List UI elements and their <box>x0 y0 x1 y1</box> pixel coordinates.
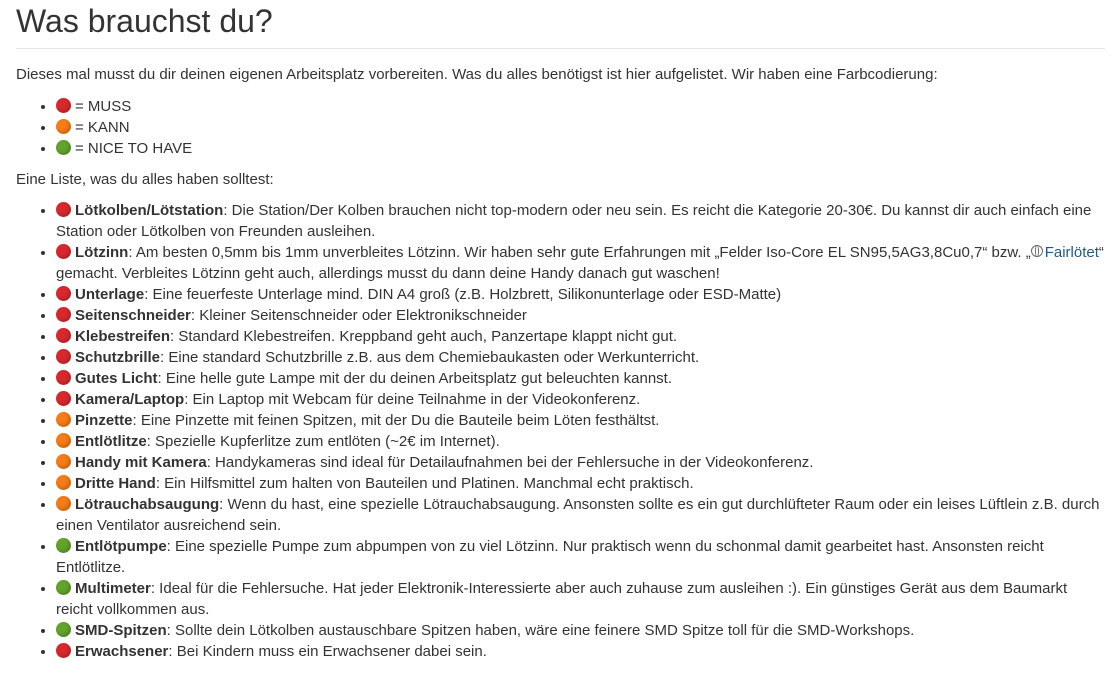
page-title: Was brauchst du? <box>16 0 1105 49</box>
green-circle-icon <box>56 580 71 595</box>
green-circle-icon <box>56 538 71 553</box>
orange-circle-icon <box>56 454 71 469</box>
red-circle-icon <box>56 643 71 658</box>
item-name: Klebestreifen <box>75 328 171 345</box>
item-name: Schutzbrille <box>75 349 161 366</box>
list-item <box>56 200 1105 242</box>
orange-circle-icon <box>56 433 71 448</box>
item-description: : Ein Hilfsmittel zum halten von Bauteilen und Platinen. Manchmal echt praktisch. <box>155 475 694 492</box>
item-description: : Sollte dein Lötkolben austauschbare Spitzen haben, wäre eine feinere SMD Spitze toll für die SMD-Workshops. <box>166 622 915 639</box>
item-description: : Ideal für die Fehlersuche. Hat jeder Elektronik-Interessierte aber auch zuhause zum ausleihen :). Ein günstiges Gerät aus dem Baumarkt reicht vollkommen aus. <box>56 580 1068 618</box>
list-item <box>56 284 1105 305</box>
list-item <box>56 368 1105 389</box>
item-description: : Kleiner Seitenschneider oder Elektronikschneider <box>190 307 527 324</box>
item-name: SMD-Spitzen <box>75 622 167 639</box>
list-item <box>56 578 1105 620</box>
red-circle-icon <box>56 202 71 217</box>
list-item <box>56 431 1105 452</box>
red-circle-icon <box>56 328 71 343</box>
item-name: Unterlage <box>75 286 145 303</box>
list-item <box>56 347 1105 368</box>
legend-label: = MUSS <box>75 98 132 115</box>
item-name: Dritte Hand <box>75 475 156 492</box>
orange-circle-icon <box>56 119 71 134</box>
item-description: : Spezielle Kupferlitze zum entlöten (~2€ im Internet). <box>146 433 500 450</box>
item-name: Lötzinn <box>75 244 129 261</box>
red-circle-icon <box>56 391 71 406</box>
item-name: Entlötpumpe <box>75 538 167 555</box>
red-circle-icon <box>56 349 71 364</box>
item-name: Lötkolben/Lötstation <box>75 202 224 219</box>
item-name: Erwachsener <box>75 643 169 660</box>
green-circle-icon <box>56 622 71 637</box>
legend-label: = NICE TO HAVE <box>75 140 193 157</box>
orange-circle-icon <box>56 475 71 490</box>
red-circle-icon <box>56 244 71 259</box>
item-description: : Eine feuerfeste Unterlage mind. DIN A4 groß (z.B. Holzbrett, Silikonunterlage oder ESD-Matte) <box>144 286 782 303</box>
globe-icon <box>1031 245 1043 257</box>
list-item <box>56 536 1105 578</box>
item-description: : Eine helle gute Lampe mit der du deinen Arbeitsplatz gut beleuchten kannst. <box>157 370 673 387</box>
item-description: : Standard Klebestreifen. Kreppband geht auch, Panzertape klappt nicht gut. <box>170 328 678 345</box>
list-item <box>56 326 1105 347</box>
list-item <box>56 389 1105 410</box>
item-name: Gutes Licht <box>75 370 158 387</box>
red-circle-icon <box>56 307 71 322</box>
list-intro: Eine Liste, was du alles haben solltest: <box>16 171 274 188</box>
item-description: : Eine standard Schutzbrille z.B. aus dem Chemiebaukasten oder Werkunterricht. <box>160 349 700 366</box>
item-description: : Eine spezielle Pumpe zum abpumpen von zu viel Lötzinn. Nur praktisch wenn du schonmal damit gearbeitet hast. Ansonsten reicht Entlötlitze. <box>56 538 1044 576</box>
legend-label: = KANN <box>75 119 130 136</box>
link-label: Fairlötet <box>1044 244 1099 261</box>
equipment-list <box>16 200 1105 662</box>
item-description-continued: “ gemacht. Verbleites Lötzinn geht auch, allerdings musst du dann deine Handy danach gut waschen! <box>56 244 1104 282</box>
list-item <box>56 410 1105 431</box>
item-description: : Bei Kindern muss ein Erwachsener dabei sein. <box>168 643 487 660</box>
item-description: : Die Station/Der Kolben brauchen nicht top-modern oder neu sein. Es reicht die Kategorie 20-30€. Du kannst dir auch einfach eine Station oder Lötkolben von Freunden ausleihen. <box>56 202 1092 240</box>
item-name: Handy mit Kamera <box>75 454 207 471</box>
intro-paragraph: Dieses mal musst du dir deinen eigenen Arbeitsplatz vorbereiten. Was du alles benötigst ist hier aufgelistet. Wir haben eine Farbcodierung: <box>16 66 938 83</box>
legend-item <box>56 117 1105 138</box>
item-name: Pinzette <box>75 412 133 429</box>
item-description: : Wenn du hast, eine spezielle Lötrauchabsaugung. Ansonsten sollte es ein gut durchlüfteter Raum oder ein leises Lüftlein z.B. durch einen Ventilator ausreichend sein. <box>56 496 1100 534</box>
green-circle-icon <box>56 140 71 155</box>
fairloetet-link[interactable] <box>1031 244 1099 261</box>
item-name: Entlötlitze <box>75 433 147 450</box>
item-name: Seitenschneider <box>75 307 191 324</box>
list-item <box>56 620 1105 641</box>
item-name: Multimeter <box>75 580 151 597</box>
list-item <box>56 242 1105 284</box>
orange-circle-icon <box>56 496 71 511</box>
legend-item <box>56 96 1105 117</box>
red-circle-icon <box>56 98 71 113</box>
list-item <box>56 473 1105 494</box>
list-item <box>56 494 1105 536</box>
list-item <box>56 452 1105 473</box>
red-circle-icon <box>56 370 71 385</box>
legend-item <box>56 138 1105 159</box>
list-item <box>56 305 1105 326</box>
item-description: : Handykameras sind ideal für Detailaufnahmen bei der Fehlersuche in der Videokonferenz. <box>206 454 814 471</box>
color-legend <box>16 96 1105 159</box>
item-description: : Eine Pinzette mit feinen Spitzen, mit der Du die Bauteile beim Löten festhältst. <box>132 412 660 429</box>
list-item <box>56 641 1105 662</box>
item-name: Kamera/Laptop <box>75 391 185 408</box>
orange-circle-icon <box>56 412 71 427</box>
red-circle-icon <box>56 286 71 301</box>
item-name: Lötrauchabsaugung <box>75 496 220 513</box>
item-description: : Am besten 0,5mm bis 1mm unverbleites Lötzinn. Wir haben sehr gute Erfahrungen mit „Felder Iso-Core EL SN95,5AG3,8Cu0,7“ bzw. „ <box>128 244 1031 261</box>
item-description: : Ein Laptop mit Webcam für deine Teilnahme in der Videokonferenz. <box>184 391 641 408</box>
